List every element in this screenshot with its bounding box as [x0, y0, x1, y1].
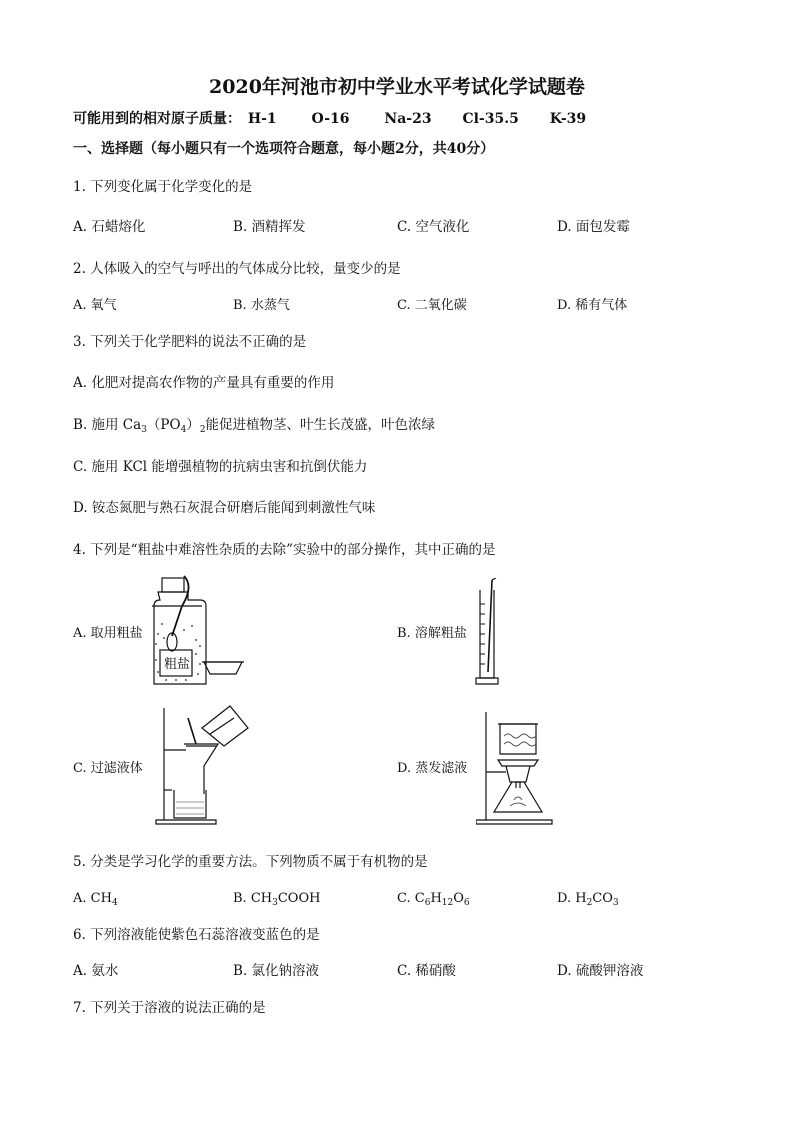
q5-a-text: A. CH	[73, 891, 112, 906]
q5-c-s1: 6	[424, 898, 431, 908]
q5-c-s3: 6	[463, 898, 470, 908]
atomic-mass-cl: Cl-35.5	[462, 111, 519, 127]
q2-option-d: D. 稀有气体	[557, 298, 628, 313]
q1-option-b: B. 酒精挥发	[233, 219, 306, 235]
q5-b-text: B. CH	[233, 891, 273, 906]
q5-option-c	[397, 891, 470, 907]
q6-option-d: D. 硫酸钾溶液	[557, 963, 644, 979]
q5-option-b	[233, 891, 320, 907]
q3-b-mid: （PO	[146, 417, 181, 433]
q4-stem: 4. 下列是“粗盐中难溶性杂质的去除”实验中的部分操作，其中正确的是	[73, 542, 496, 558]
atomic-mass-o: O-16	[311, 111, 350, 127]
q3-b-pre: B. 施用 Ca	[73, 417, 142, 433]
q5-c-p3: O	[453, 891, 464, 906]
q1-option-a: A. 石蜡熔化	[73, 219, 146, 235]
q5-c-p2: H	[430, 891, 442, 906]
q2-option-b: B. 水蒸气	[233, 298, 290, 313]
q5-option-d	[557, 891, 619, 907]
figure-evaporate-filtrate	[476, 710, 560, 826]
q5-a-sub: 4	[111, 898, 118, 908]
q1-stem: 1. 下列变化属于化学变化的是	[73, 179, 253, 195]
q5-c-s2: 12	[441, 898, 454, 908]
q4-option-d: D. 蒸发滤液	[397, 761, 468, 776]
q2-option-a: A. 氧气	[73, 298, 117, 313]
q5-d-s2: 3	[612, 898, 619, 908]
q1-option-d: D. 面包发霉	[557, 219, 630, 235]
q3-b-sub2: 4	[180, 425, 187, 435]
atomic-mass-na: Na-23	[384, 111, 432, 127]
figure-take-salt	[146, 574, 246, 690]
q5-option-a	[73, 891, 118, 907]
q3-option-a: A. 化肥对提高农作物的产量具有重要的作用	[73, 375, 335, 391]
atomic-mass-k: K-39	[549, 111, 587, 127]
q6-option-b: B. 氯化钠溶液	[233, 963, 320, 979]
q1-option-c: C. 空气液化	[397, 219, 470, 235]
q6-option-c: C. 稀硝酸	[397, 963, 456, 979]
page-title: 2020年河池市初中学业水平考试化学试题卷	[209, 76, 585, 98]
q5-b-sub: 3	[272, 898, 278, 908]
q3-b-close: ）	[186, 417, 200, 433]
q7-stem: 7. 下列关于溶液的说法正确的是	[73, 1000, 266, 1016]
q3-stem: 3. 下列关于化学肥料的说法不正确的是	[73, 334, 307, 350]
q3-b-sub1: 3	[141, 425, 147, 435]
q2-option-c: C. 二氧化碳	[397, 298, 467, 313]
q5-d-s1: 2	[586, 898, 593, 908]
q2-stem: 2. 人体吸入的空气与呼出的气体成分比较，量变少的是	[73, 261, 401, 277]
atomic-mass-line	[73, 111, 586, 127]
q4-option-c: C. 过滤液体	[73, 761, 143, 776]
q6-stem: 6. 下列溶液能使紫色石蕊溶液变蓝色的是	[73, 927, 320, 943]
q5-d-p2: CO	[592, 891, 613, 906]
q4-option-b: B. 溶解粗盐	[397, 626, 467, 641]
q5-c-p1: C. C	[397, 891, 425, 906]
atomic-mass-h: H-1	[247, 111, 277, 127]
q3-option-c: C. 施用 KCl 能增强植物的抗病虫害和抗倒伏能力	[73, 459, 368, 475]
q5-stem: 5. 分类是学习化学的重要方法。下列物质不属于有机物的是	[73, 854, 428, 870]
figure-dissolve-salt	[470, 578, 510, 688]
q5-d-p1: D. H	[557, 891, 587, 906]
q3-b-post: 能促进植物茎、叶生长茂盛，叶色浓绿	[205, 417, 436, 433]
q3-option-b	[73, 417, 435, 433]
q3-option-d: D. 铵态氮肥与熟石灰混合研磨后能闻到刺激性气味	[73, 500, 376, 516]
figure-filter-liquid	[150, 704, 250, 828]
q3-b-sub3: 2	[199, 425, 206, 435]
q5-b-post: COOH	[277, 891, 321, 906]
section-heading: 一、选择题（每小题只有一个选项符合题意，每小题2分，共40分）	[73, 141, 495, 157]
q4-option-a: A. 取用粗盐	[73, 626, 143, 641]
jar-label-text: 粗盐	[164, 657, 191, 672]
atomic-mass-label: 可能用到的相对原子质量：	[73, 111, 241, 127]
q6-option-a: A. 氨水	[73, 963, 119, 979]
